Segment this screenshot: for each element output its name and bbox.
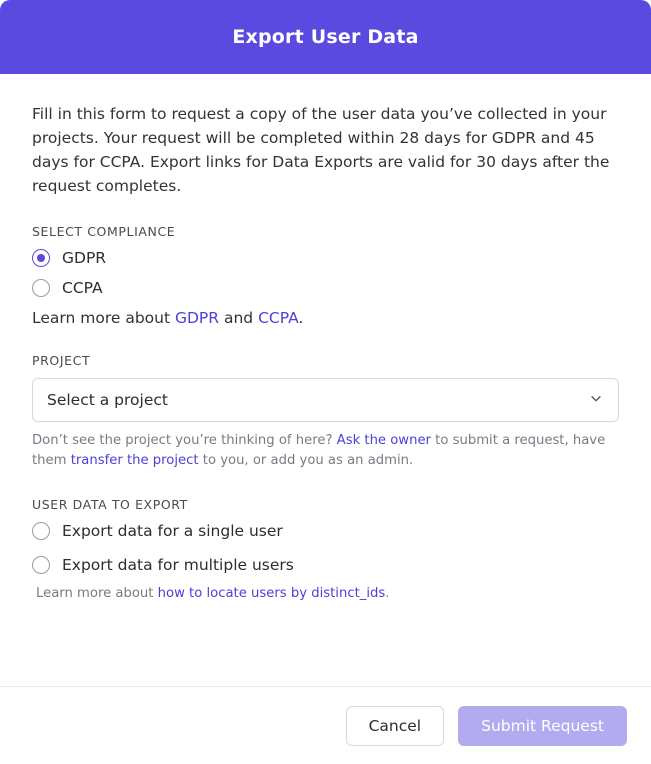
cancel-button[interactable]: Cancel — [346, 706, 445, 746]
user-data-learn-prefix: Learn more about — [36, 586, 158, 601]
radio-multiple-users-icon[interactable] — [32, 556, 50, 574]
project-select-wrap — [32, 378, 619, 422]
link-locate-users-distinct-ids[interactable]: how to locate users by distinct_ids — [157, 586, 386, 601]
radio-gdpr-label: GDPR — [62, 249, 107, 267]
link-ask-the-owner[interactable]: Ask the owner — [336, 433, 431, 448]
project-help-prefix: Don’t see the project you’re thinking of here? — [32, 433, 337, 448]
radio-option-gdpr[interactable] — [32, 249, 619, 267]
link-gdpr[interactable]: GDPR — [174, 309, 220, 327]
project-select-value: Select a project — [47, 391, 168, 409]
project-help-middle: to submit a request, have them — [32, 433, 606, 468]
radio-gdpr-icon[interactable] — [32, 249, 50, 267]
compliance-learn-more — [32, 309, 619, 327]
radio-ccpa-icon[interactable] — [32, 279, 50, 297]
modal-footer — [0, 686, 651, 764]
project-help-suffix: to you, or add you as an admin. — [198, 453, 414, 468]
user-data-learn-suffix: . — [385, 586, 390, 601]
project-section-label: PROJECT — [32, 353, 91, 368]
radio-single-user-label: Export data for a single user — [62, 522, 283, 540]
compliance-section-label: SELECT COMPLIANCE — [32, 224, 176, 239]
link-ccpa[interactable]: CCPA — [258, 309, 299, 327]
link-transfer-the-project[interactable]: transfer the project — [70, 453, 199, 468]
modal-title: Export User Data — [232, 26, 419, 48]
radio-single-user-icon[interactable] — [32, 522, 50, 540]
compliance-learn-suffix: . — [298, 309, 304, 327]
compliance-learn-middle: and — [219, 309, 259, 327]
project-help-text — [32, 431, 619, 471]
modal-body — [0, 74, 651, 686]
intro-text: Fill in this form to request a copy of the user data you’ve collected in your projects. Your request will be completed within 28 days for GDPR and 45 days for CCPA. Export links for Data Exports are valid for 30 days after the request completes. — [32, 105, 610, 195]
radio-option-multiple-users[interactable] — [32, 556, 619, 574]
radio-multiple-users-label: Export data for multiple users — [62, 556, 294, 574]
user-data-learn-more — [36, 586, 619, 601]
radio-option-ccpa[interactable] — [32, 279, 619, 297]
submit-request-button[interactable]: Submit Request — [458, 706, 627, 746]
modal-header — [0, 0, 651, 74]
compliance-learn-prefix: Learn more about — [32, 309, 175, 327]
project-select[interactable] — [32, 378, 619, 422]
project-section — [32, 353, 619, 471]
compliance-section — [32, 224, 619, 327]
radio-ccpa-label: CCPA — [62, 279, 103, 297]
radio-option-single-user[interactable] — [32, 522, 619, 540]
user-data-section-label: USER DATA TO EXPORT — [32, 497, 188, 512]
user-data-section — [32, 497, 619, 601]
